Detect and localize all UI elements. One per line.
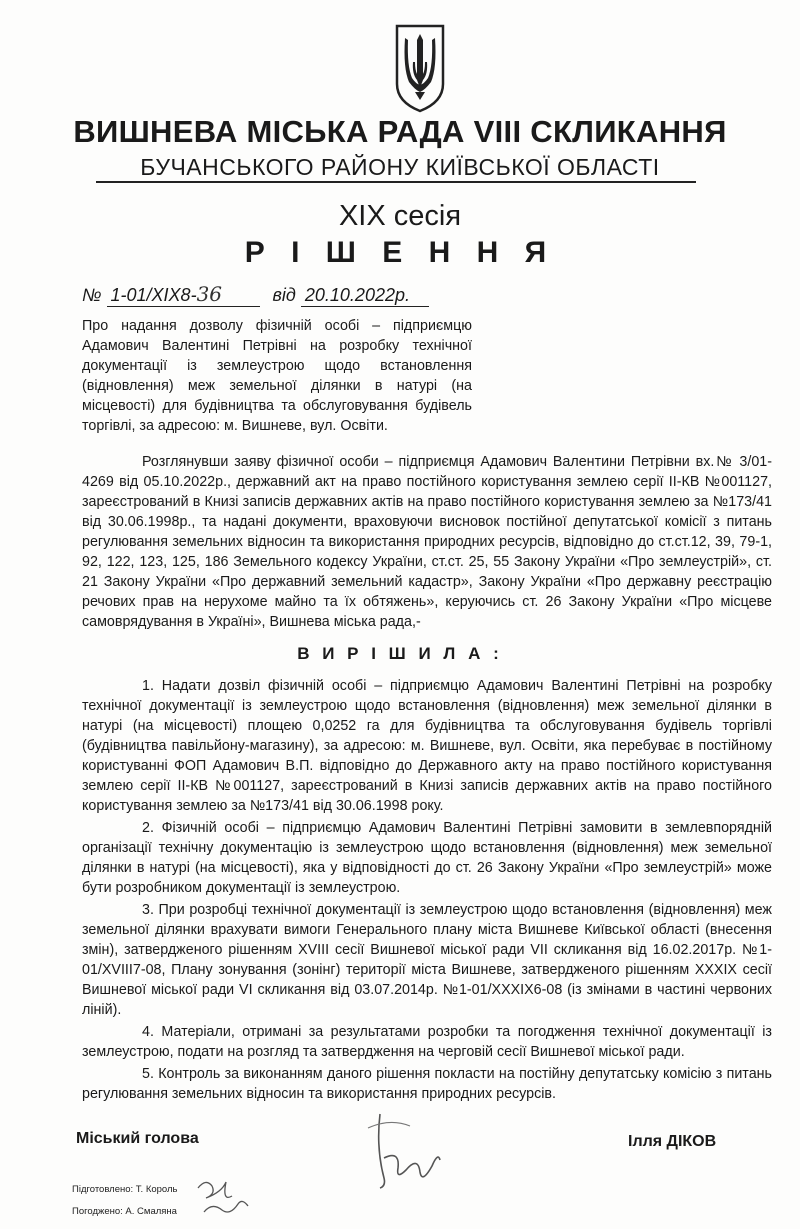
decision-number-handwritten: 36 [196,282,223,306]
resolution-item-5: 5. Контроль за виконанням даного рішення покласти на постійну депутатську комісію з питань регулювання земельних відносин та використання природних ресурсів. [82,1066,772,1102]
district-name: БУЧАНСЬКОГО РАЙОНУ КИЇВСЬКОЇ ОБЛАСТІ [140,154,660,180]
date-label: від [272,285,296,305]
document-type-heading: Р І Ш Е Н Н Я [244,236,556,269]
preamble-paragraph: Розглянувши заяву фізичної особи – підприємця Адамович Валентини Петрівни вх.№ 3/01-4269 від 05.10.2022р., державний акт на право постійного користування землею серії ІІ-КВ №001127, зареєстрований в Книзі записів державних актів на право постійного користування землею за №173/41 від 30.06.1998р., та надані документи, враховуючи висновок постійної депутатської комісії з питань регулювання земельних відносин та використання природних ресурсів, відповідно до ст.ст.12, 39, 79-1, 92, 122, 123, 125, 186 Земельного кодексу України, ст.ст. 25, 55 Закону України «Про землеустрій», ст. 21 Закону України «Про державний земельний кадастр», Закону України «Про державну реєстрацію речових прав на нерухоме майно та їх обтяжень», керуючись ст. 26 Закону України «Про місцеве самоврядування в Україні», Вишнева міська рада,- [82,454,772,630]
number-label: № [82,285,102,305]
resolution-item-1: 1. Надати дозвіл фізичній особі – підприємцю Адамович Валентині Петрівні на розробку технічної документації із землеустрою щодо встановлення (відновлення) меж земельної ділянки в натурі (на місцевості) площею 0,0252 га для будівництва та обслуговування будівель торгівлі (будівництва павільйону-магазину), за адресою: м. Вишневе, вул. Освіти, яка перебуває в постійному користуванні ФОП Адамович В.П. відповідно до Державного акту на право постійного користування землею серії ІІ-КВ №001127, зареєстрований в Книзі записів державних актів на право постійного користування землею за №173/41 від 30.06.1998 року. [82,678,772,814]
resolution-item-2: 2. Фізичній особі – підприємцю Адамович Валентині Петрівні замовити в землевпорядній організації технічну документацію із землеустрою щодо встановлення (відновлення) меж земельної ділянки в натурі (на місцевості), яка у відповідності до ст. 26 Закону України «Про землеустрій» може бути розробником документації із землеустрою. [82,820,772,896]
resolution-item-3: 3. При розробці технічної документації із землеустрою щодо встановлення (відновлення) меж земельної ділянки врахувати вимоги Генерального плану міста Вишневе Київської області (внесення змін), затвердженого рішенням XVIII сесії Вишневої міської ради VII скликання від 16.02.2017р. №1-01/XVIII7-08, Плану зонування (зонінг) території міста Вишневе, затвердженого рішенням XXXIX сесії Вишневої міської ради VI скликання від 03.07.2014р. №1-01/XXXIX6-08 (із змінами в частині червоних ліній). [82,902,772,1018]
session-title: XIX сесія [338,200,462,232]
decision-date: 20.10.2022р. [301,285,429,307]
approved-by-note: Погоджено: А. Смаляна [72,1206,177,1217]
decision-number-line [82,282,429,307]
council-name: ВИШНЕВА МІСЬКА РАДА VIII СКЛИКАННЯ [73,114,727,149]
initials-signature [192,1172,256,1222]
signatory-title: Міський голова [76,1130,199,1147]
trident-coat-of-arms-icon [393,22,447,114]
signatory-name: Ілля ДІКОВ [628,1133,717,1150]
prepared-by-note: Підготовлено: Т. Король [72,1184,178,1195]
header-divider [96,181,696,183]
resolution-item-4: 4. Матеріали, отримані за результатами розробки та погодження технічної документації із землеустрою, подати на розгляд та затвердження на черговій сесії Вишневої міської ради. [82,1024,772,1060]
decision-subject: Про надання дозволу фізичній особі – підприємцю Адамович Валентині Петрівні на розробку технічної документації із землеустрою щодо встановлення (відновлення) меж земельної ділянки в натурі (на місцевості) для будівництва та обслуговування будівель торгівлі, за адресою: м. Вишневе, вул. Освіти. [82,318,472,434]
resolved-heading: В И Р І Ш И Л А : [297,644,503,663]
mayor-signature [340,1108,460,1192]
decision-number [107,282,260,307]
decision-number-printed: 1-01/XIX8- [110,285,197,305]
